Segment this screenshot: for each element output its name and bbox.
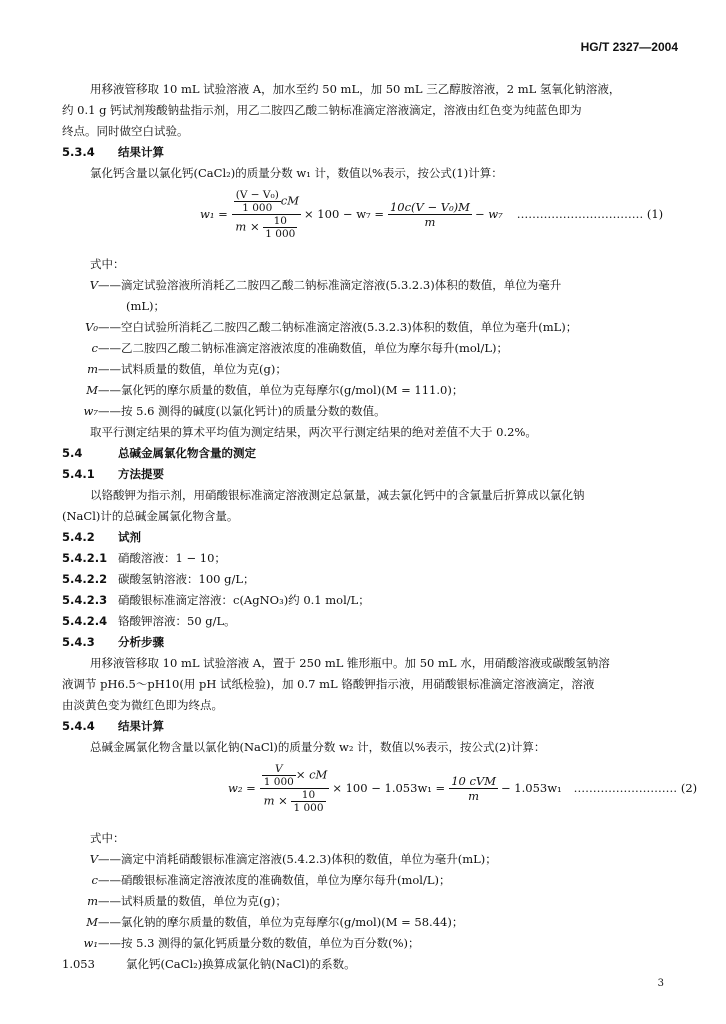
eq-den-num: 10 [263,215,297,228]
equation-label: …………………………… (1) [516,207,664,221]
paragraph-line: (NaCl)计的总碱金属氯化物含量。 [62,509,239,523]
eq-result-den: m [424,214,436,229]
variable-definition [62,340,508,356]
equation-2 [228,757,697,819]
variable-definition [62,935,420,951]
var-symbol: c [91,341,98,355]
variable-definition [62,277,561,293]
paragraph-line: 终点。同时做空白试验。 [62,124,189,138]
eq-inner-den: 1 000 [242,201,273,214]
eq-inner-tail: cM [280,193,300,207]
paragraph-line: 约 0.1 g 钙试剂羧酸钠盐指示剂，用乙二胺四乙酸二钠标准滴定溶液滴定，溶液由红色变为纯蓝色即为 [62,103,582,117]
paragraph-line: (mL)； [126,299,166,313]
eq-fraction-main [260,763,330,814]
section-number: 5.4.1 [62,467,95,481]
item-text: 硝酸溶液：1 − 10； [118,551,226,565]
eq-inner-fraction [234,189,281,214]
var-symbol: M [86,383,98,397]
eq-den-fraction [291,789,325,814]
eq-lhs: w₁ = [200,207,228,221]
eq-tail: − w₇ [474,207,503,221]
section-title: 总碱金属氯化物含量的测定 [118,446,256,460]
var-text: ——按 5.3 测得的氯化钙质量分数的数值，单位为百分数(%)； [98,936,420,950]
var-symbol: V [89,278,98,292]
eq-result-num: 10 cVM [451,773,496,788]
var-text: ——乙二胺四乙酸二钠标准滴定溶液浓度的准确数值，单位为摩尔每升(mol/L)； [98,341,508,355]
eq-inner-tail: × cM [295,767,328,781]
variable-definition [62,893,287,909]
section-number: 5.4.3 [62,635,95,649]
eq-denominator [232,215,301,240]
variable-definition [62,914,463,930]
page-number: 3 [657,978,664,989]
variable-definition [62,361,287,377]
equation-1 [200,183,663,245]
eq-denominator [260,789,330,814]
var-text: ——试料质量的数值，单位为克(g)； [98,362,287,376]
eq-lhs: w₂ = [228,781,256,795]
var-symbol: w₇ [83,404,98,418]
item-text: 铬酸钾溶液：50 g/L。 [118,614,236,628]
paragraph-line: 氯化钙含量以氯化钙(CaCl₂)的质量分数 w₁ 计，数值以%表示，按公式(1)计算： [90,166,503,180]
paragraph-line: 以铬酸钾为指示剂，用硝酸银标准滴定溶液测定总氯量，减去氯化钙中的含氯量后折算成以氯化钠 [90,488,585,502]
eq-inner-num: (V − V₀) [235,188,279,201]
eq-mid: × 100 − w₇ = [304,207,384,221]
var-symbol: 1.053 [62,957,95,971]
var-symbol: M [86,915,98,929]
item-number: 5.4.2.1 [62,551,108,565]
eq-tail: − 1.053w₁ [501,781,562,795]
section-number: 5.4 [62,446,83,460]
eq-result-num: 10c(V − V₀)M [389,199,470,214]
section-heading-5-4-3 [62,634,164,650]
section-number: 5.4.4 [62,719,95,733]
equation-label: ……………………… (2) [573,781,698,795]
item-number: 5.4.2.4 [62,614,108,628]
paragraph-line: 液调节 pH6.5～pH10(用 pH 试纸检验)，加 0.7 mL 铬酸钾指示液，用硝酸银标准滴定溶液滴定，溶液 [62,677,595,691]
eq-fraction-result [388,200,472,229]
var-text: ——试料质量的数值，单位为克(g)； [98,894,287,908]
var-symbol: c [91,873,98,887]
standard-code: HG/T 2327—2004 [580,40,678,54]
section-heading-5-4-4 [62,718,164,734]
section-number: 5.3.4 [62,145,95,159]
section-title: 结果计算 [118,719,164,733]
variable-definition [62,872,451,888]
reagent-item [62,571,254,587]
variable-definition [62,382,463,398]
item-text: 硝酸银标准滴定溶液：c(AgNO₃)约 0.1 mol/L； [118,593,370,607]
paragraph-line: 用移液管移取 10 mL 试验溶液 A，置于 250 mL 锥形瓶中。加 50 mL 水，用硝酸溶液或碳酸氢钠溶 [90,656,610,670]
section-heading-5-4-1 [62,466,164,482]
var-text: ——滴定试验溶液所消耗乙二胺四乙酸二钠标准滴定溶液(5.3.2.3)体积的数值，单位为毫升 [98,278,562,292]
item-number: 5.4.2.3 [62,593,108,607]
var-text: ——氯化钙的摩尔质量的数值，单位为克每摩尔(g/mol)(M = 111.0)； [98,383,464,397]
section-title: 结果计算 [118,145,164,159]
var-text: ——空白试验所消耗乙二胺四乙酸二钠标准滴定溶液(5.3.2.3)体积的数值，单位为毫升(mL)； [98,320,578,334]
eq-inner-den: 1 000 [263,775,294,788]
eq-result-den: m [468,788,480,803]
var-symbol: w₁ [83,936,98,950]
var-symbol: m [87,894,98,908]
reagent-item [62,550,226,566]
eq-den-den: 1 000 [265,227,296,240]
eq-inner-num: V [262,763,296,776]
var-symbol: m [87,362,98,376]
where-label: 式中： [90,257,125,271]
eq-numerator [260,763,330,789]
section-number: 5.4.2 [62,530,95,544]
variable-definition [62,319,577,335]
section-title: 分析步骤 [118,635,164,649]
eq-fraction-main [232,189,301,240]
where-label: 式中： [90,831,125,845]
eq-den-den: 1 000 [293,801,324,814]
section-heading-5-3-4 [62,144,164,160]
section-title: 方法提要 [118,467,164,481]
eq-den-m: m × [263,793,288,807]
var-symbol: V₀ [85,320,98,334]
eq-inner-fraction [262,763,296,788]
variable-definition [62,851,497,867]
var-symbol: V [89,852,98,866]
eq-den-fraction [263,215,297,240]
variable-definition [62,403,386,419]
reagent-item [62,592,370,608]
eq-den-m: m × [235,219,260,233]
eq-den-num: 10 [291,789,325,802]
item-text: 碳酸氢钠溶液：100 g/L； [118,572,255,586]
var-text: 氯化钙(CaCl₂)换算成氯化钠(NaCl)的系数。 [126,957,356,971]
paragraph-line: 由淡黄色变为微红色即为终点。 [62,698,223,712]
paragraph-line: 取平行测定结果的算术平均值为测定结果，两次平行测定结果的绝对差值不大于 0.2%。 [90,425,537,439]
eq-fraction-result [449,774,498,803]
var-text: ——氯化钠的摩尔质量的数值，单位为克每摩尔(g/mol)(M = 58.44)； [98,915,464,929]
section-title: 试剂 [118,530,141,544]
paragraph-line: 总碱金属氯化物含量以氯化钠(NaCl)的质量分数 w₂ 计，数值以%表示，按公式(2)计算： [90,740,546,754]
section-heading-5-4 [62,445,256,461]
var-text: ——按 5.6 测得的碱度(以氯化钙计)的质量分数的数值。 [98,404,386,418]
var-text: ——硝酸银标准滴定溶液浓度的准确数值，单位为摩尔每升(mol/L)； [98,873,451,887]
eq-mid: × 100 − 1.053w₁ = [332,781,446,795]
variable-definition [62,956,356,972]
var-text: ——滴定中消耗硝酸银标准滴定溶液(5.4.2.3)体积的数值，单位为毫升(mL)； [98,852,497,866]
paragraph-line: 用移液管移取 10 mL 试验溶液 A，加水至约 50 mL，加 50 mL 三乙醇胺溶液，2 mL 氢氧化钠溶液， [90,82,621,96]
item-number: 5.4.2.2 [62,572,108,586]
reagent-item [62,613,236,629]
section-heading-5-4-2 [62,529,141,545]
eq-numerator [232,189,301,215]
